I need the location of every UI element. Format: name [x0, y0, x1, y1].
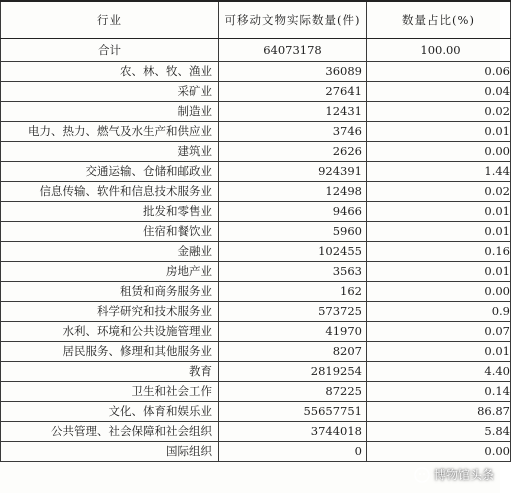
percent-cell: 0.02 — [367, 102, 511, 122]
industry-cell: 采矿业 — [1, 82, 219, 102]
table-row — [1, 422, 511, 442]
count-cell: 3746 — [219, 122, 367, 142]
industry-cell: 批发和零售业 — [1, 202, 219, 222]
count-cell: 87225 — [219, 382, 367, 402]
total-row — [1, 39, 511, 62]
table-row — [1, 362, 511, 382]
count-cell: 102455 — [219, 242, 367, 262]
total-percent: 100.00 — [367, 39, 511, 62]
watermark-text: 博物馆头条 — [433, 468, 494, 482]
industry-cell: 农、林、牧、渔业 — [1, 62, 219, 82]
percent-cell: 0.9 — [367, 302, 511, 322]
industry-cell: 文化、体育和娱乐业 — [1, 402, 219, 422]
industry-cell: 电力、热力、燃气及水生产和供应业 — [1, 122, 219, 142]
count-cell: 2819254 — [219, 362, 367, 382]
industry-cell: 国际组织 — [1, 442, 219, 462]
count-cell: 27641 — [219, 82, 367, 102]
table-row — [1, 442, 511, 462]
count-cell: 162 — [219, 282, 367, 302]
table-row — [1, 262, 511, 282]
count-cell: 3563 — [219, 262, 367, 282]
industry-cell: 建筑业 — [1, 142, 219, 162]
industry-cell: 房地产业 — [1, 262, 219, 282]
count-cell: 573725 — [219, 302, 367, 322]
percent-cell: 0.06 — [367, 62, 511, 82]
percent-cell: 0.14 — [367, 382, 511, 402]
percent-cell: 0.00 — [367, 282, 511, 302]
table-row — [1, 162, 511, 182]
count-cell: 2626 — [219, 142, 367, 162]
industry-cell: 租赁和商务服务业 — [1, 282, 219, 302]
table-row — [1, 182, 511, 202]
percent-cell: 0.16 — [367, 242, 511, 262]
table-row — [1, 302, 511, 322]
count-cell: 12498 — [219, 182, 367, 202]
count-cell: 924391 — [219, 162, 367, 182]
percent-cell: 0.07 — [367, 322, 511, 342]
header-count: 可移动文物实际数量(件) — [219, 1, 367, 39]
table-row — [1, 82, 511, 102]
percent-cell: 0.00 — [367, 142, 511, 162]
percent-cell: 0.01 — [367, 342, 511, 362]
industry-cell: 卫生和社会工作 — [1, 382, 219, 402]
industry-cell: 公共管理、社会保障和社会组织 — [1, 422, 219, 442]
count-cell: 5960 — [219, 222, 367, 242]
count-cell: 0 — [219, 442, 367, 462]
total-label: 合计 — [1, 39, 219, 62]
percent-cell: 0.01 — [367, 222, 511, 242]
count-cell: 36089 — [219, 62, 367, 82]
count-cell: 41970 — [219, 322, 367, 342]
percent-cell: 0.01 — [367, 262, 511, 282]
count-cell: 8207 — [219, 342, 367, 362]
table-row — [1, 142, 511, 162]
header-percent: 数量占比(%) — [367, 1, 511, 39]
percent-cell: 4.40 — [367, 362, 511, 382]
industry-cell: 居民服务、修理和其他服务业 — [1, 342, 219, 362]
table-row — [1, 402, 511, 422]
table-row — [1, 342, 511, 362]
industry-cell: 住宿和餐饮业 — [1, 222, 219, 242]
table-row — [1, 382, 511, 402]
percent-cell: 0.01 — [367, 202, 511, 222]
industry-cell: 教育 — [1, 362, 219, 382]
watermark — [414, 466, 494, 483]
table-row — [1, 242, 511, 262]
table-row — [1, 322, 511, 342]
count-cell: 9466 — [219, 202, 367, 222]
percent-cell: 0.02 — [367, 182, 511, 202]
percent-cell: 0.00 — [367, 442, 511, 462]
table-row — [1, 202, 511, 222]
industry-cell: 制造业 — [1, 102, 219, 122]
table-row — [1, 102, 511, 122]
industry-cell: 水利、环境和公共设施管理业 — [1, 322, 219, 342]
percent-cell: 86.87 — [367, 402, 511, 422]
percent-cell: 0.04 — [367, 82, 511, 102]
wechat-icon — [414, 467, 430, 483]
count-cell: 12431 — [219, 102, 367, 122]
table-row — [1, 282, 511, 302]
count-cell: 55657751 — [219, 402, 367, 422]
industry-cell: 交通运输、仓储和邮政业 — [1, 162, 219, 182]
industry-cell: 信息传输、软件和信息技术服务业 — [1, 182, 219, 202]
industry-cell: 科学研究和技术服务业 — [1, 302, 219, 322]
percent-cell: 1.44 — [367, 162, 511, 182]
table-row — [1, 122, 511, 142]
table-row — [1, 62, 511, 82]
percent-cell: 5.84 — [367, 422, 511, 442]
count-cell: 3744018 — [219, 422, 367, 442]
table-row — [1, 222, 511, 242]
header-industry: 行业 — [1, 1, 219, 39]
table-header-row — [1, 1, 511, 39]
total-count: 64073178 — [219, 39, 367, 62]
percent-cell: 0.01 — [367, 122, 511, 142]
industry-cell: 金融业 — [1, 242, 219, 262]
